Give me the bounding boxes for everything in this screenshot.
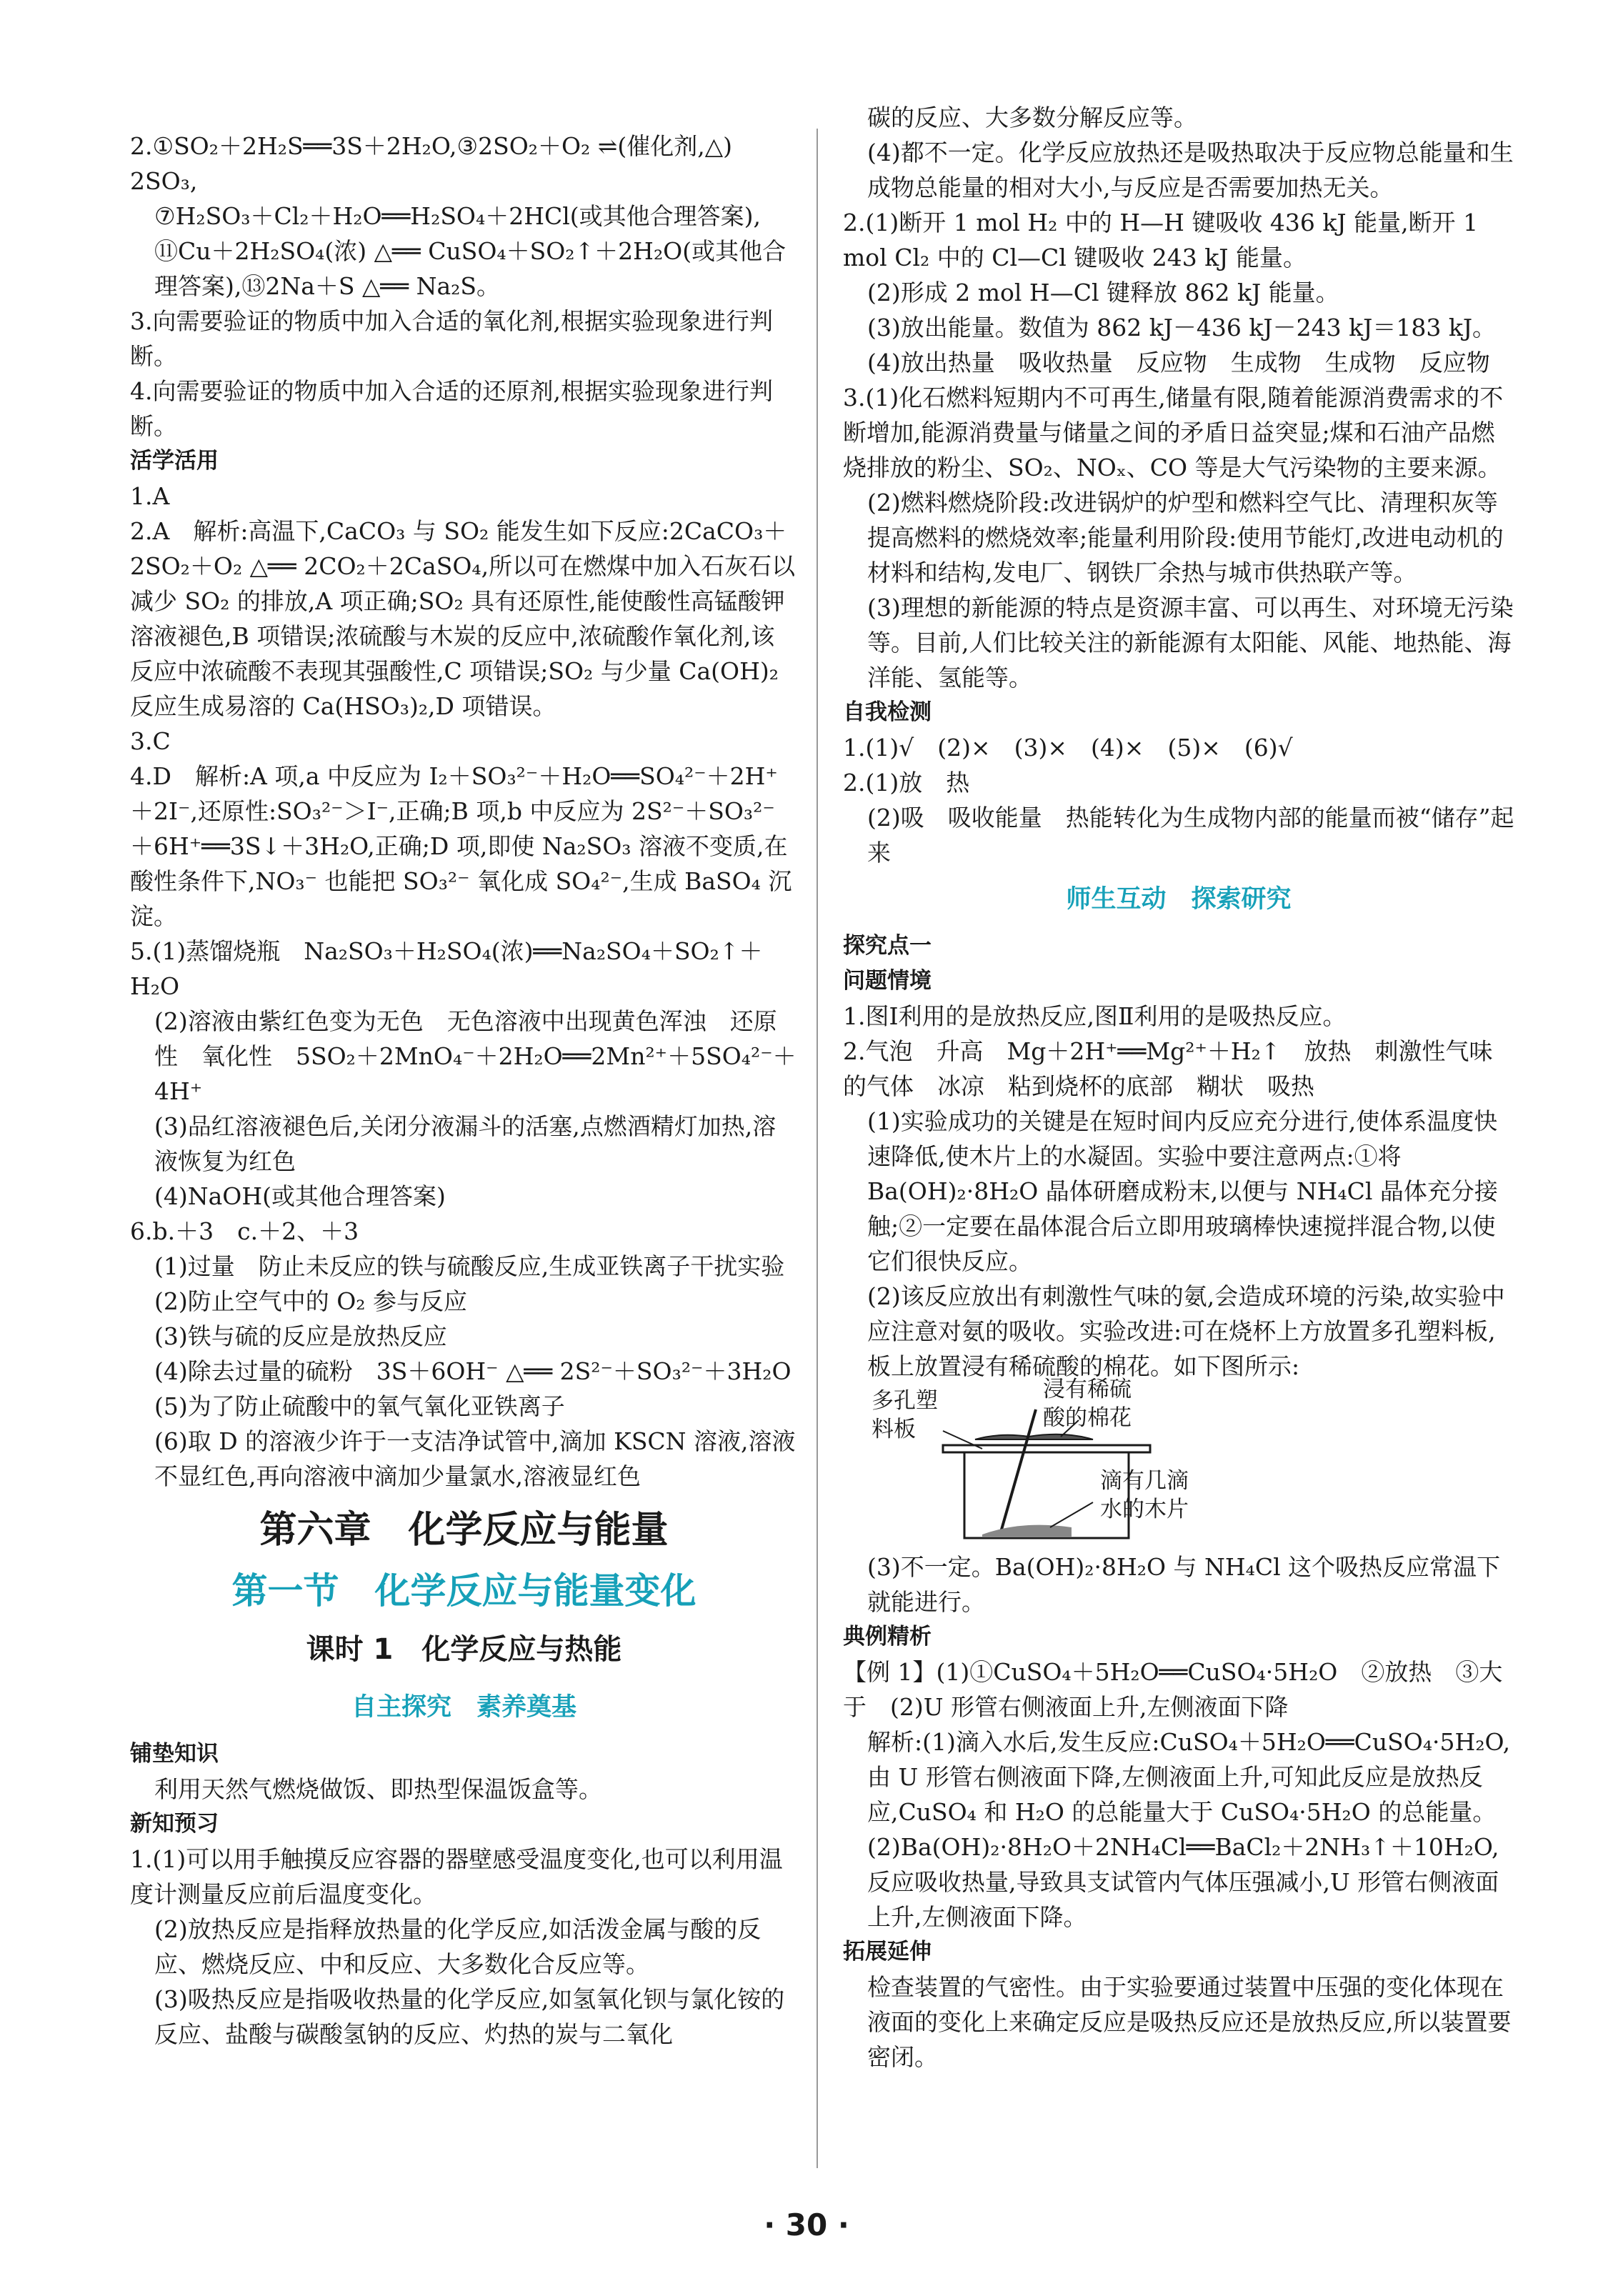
answer-subline: (3)铁与硫的反应是放热反应 — [154, 1322, 447, 1350]
answer-line: 4.D 解析:A 项,a 中反应为 I₂＋SO₃²⁻＋H₂O══SO₄²⁻＋2H⁺＋2I⁻,还原性:SO₃²⁻＞I⁻,正确;B 项,b 中反应为 2S²⁻＋SO₃²⁻＋6H⁺══3S↓＋3H₂O,正确;D 项,即使 Na₂SO₃ 溶液不变质,在酸性条件下,NO₃⁻ 也能把 SO₃²⁻ 氧化成 SO₄²⁻,生成 BaSO₄ 沉淀。 — [130, 762, 792, 930]
chapter-title: 第六章 化学反应与能量 — [259, 1509, 669, 1552]
answer-line: 1.(1)√ (2)× (3)× (4)× (5)× (6)√ — [843, 734, 1293, 762]
answer-line: 1.图Ⅰ利用的是放热反应,图Ⅱ利用的是吸热反应。 — [843, 1002, 1347, 1030]
answer-subline: 解析:(1)滴入水后,发生反应:CuSO₄＋5H₂O══CuSO₄·5H₂O,由 U 形管右侧液面下降,左侧液面上升,可知此反应是放热反应,CuSO₄ 和 H₂O 的总能量大于 CuSO₄·5H₂O 的总能量。 — [867, 1728, 1511, 1826]
section-banner: 师生互动 探索研究 — [1066, 885, 1292, 914]
answer-line: 5.(1)蒸馏烧瓶 Na₂SO₃＋H₂SO₄(浓)══Na₂SO₄＋SO₂↑＋H₂O — [130, 937, 763, 1000]
heading-dianli: 典例精析 — [843, 1624, 932, 1649]
answer-subline: 利用天然气燃烧做饭、即热型保温饭盒等。 — [154, 1775, 602, 1803]
answer-line: 【例 1】(1)①CuSO₄＋5H₂O══CuSO₄·5H₂O ②放热 ③大于 (2)U 形管右侧液面上升,左侧液面下降 — [843, 1658, 1503, 1721]
answer-subline: (3)理想的新能源的特点是资源丰富、可以再生、对环境无污染等。目前,人们比较关注的新能源有太阳能、风能、地热能、海洋能、氢能等。 — [867, 594, 1514, 692]
right-column — [843, 104, 1514, 2075]
lesson-title: 课时 1 化学反应与热能 — [306, 1633, 622, 1666]
heading-tuozhan: 拓展延伸 — [843, 1939, 932, 1965]
answer-subline: (3)吸热反应是指吸收热量的化学反应,如氢氧化钡与氯化铵的反应、盐酸与碳酸氢钠的反应、灼热的炭与二氧化 — [154, 1985, 785, 2048]
answer-subline: (4)放出热量 吸收热量 反应物 生成物 生成物 反应物 — [867, 349, 1490, 376]
answer-line: ⑦H₂SO₃＋Cl₂＋H₂O══H₂SO₄＋2HCl(或其他合理答案), — [154, 202, 761, 230]
answer-subline: (3)品红溶液褪色后,关闭分液漏斗的活塞,点燃酒精灯加热,溶液恢复为红色 — [154, 1112, 776, 1175]
answer-subline: (2)吸 吸收能量 热能转化为生成物内部的能量而被“储存”起来 — [867, 804, 1514, 867]
answer-subline: (2)形成 2 mol H—Cl 键释放 862 kJ 能量。 — [867, 279, 1339, 306]
section-title: 第一节 化学反应与能量变化 — [231, 1570, 696, 1612]
answer-line: 2.(1)断开 1 mol H₂ 中的 H—H 键吸收 436 kJ 能量,断开 1 mol Cl₂ 中的 Cl—Cl 键吸收 243 kJ 能量。 — [843, 209, 1479, 271]
answer-subline: 检查装置的气密性。由于实验要通过装置中压强的变化体现在液面的变化上来确定反应是吸热反应还是放热反应,所以装置要密闭。 — [867, 1973, 1512, 2071]
figure-label: 滴有几滴 — [1100, 1468, 1189, 1494]
answer-subline: (2)溶液由紫红色变为无色 无色溶液中出现黄色浑浊 还原性 氧化性 5SO₂＋2MnO₄⁻＋2H₂O══2Mn²⁺＋5SO₄²⁻＋4H⁺ — [154, 1007, 796, 1105]
left-column — [130, 129, 798, 2052]
figure-label: 多孔塑 — [872, 1388, 938, 1414]
figure-label: 水的木片 — [1100, 1497, 1189, 1522]
answer-subline: (6)取 D 的溶液少许于一支洁净试管中,滴加 KSCN 溶液,溶液不显红色,再向溶液中滴加少量氯水,溶液显红色 — [154, 1427, 796, 1490]
heading-puzhi: 铺垫知识 — [130, 1741, 219, 1767]
answer-subline: (4)除去过量的硫粉 3S＋6OH⁻ △══ 2S²⁻＋SO₃²⁻＋3H₂O — [154, 1357, 791, 1385]
answer-line: 2.气泡 升高 Mg＋2H⁺══Mg²⁺＋H₂↑ 放热 刺激性气味的气体 冰凉 粘到烧杯的底部 糊状 吸热 — [843, 1037, 1493, 1100]
answer-line: 3.向需要验证的物质中加入合适的氧化剂,根据实验现象进行判断。 — [130, 307, 773, 370]
answer-line: 1.(1)可以用手触摸反应容器的器壁感受温度变化,也可以利用温度计测量反应前后温度变化。 — [130, 1845, 783, 1908]
heading-ziwo: 自我检测 — [843, 699, 932, 725]
section-banner: 自主探究 素养奠基 — [351, 1693, 576, 1722]
answer-subline: (1)实验成功的关键是在短时间内反应充分进行,使体系温度快速降低,使木片上的水凝固。实验中要注意两点:①将 Ba(OH)₂·8H₂O 晶体研磨成粉末,以便与 NH₄Cl 晶体充分接触;②一定要在晶体混合后立即用玻璃棒快速搅拌混合物,以使它们很快反应。 — [867, 1107, 1498, 1275]
answer-line: 3.C — [130, 727, 171, 755]
answer-subline: 碳的反应、大多数分解反应等。 — [867, 104, 1197, 131]
heading-xinzhi: 新知预习 — [130, 1811, 219, 1837]
answer-subline: (4)NaOH(或其他合理答案) — [154, 1182, 446, 1210]
answer-subline: (2)该反应放出有刺激性气味的氨,会造成环境的污染,故实验中应注意对氨的吸收。实验改进:可在烧杯上方放置多孔塑料板,板上放置浸有稀硫酸的棉花。如下图所示: — [867, 1282, 1505, 1380]
answer-line: 6.b.＋3 c.＋2、＋3 — [130, 1217, 359, 1245]
heading-tanjiu: 探究点一 — [843, 933, 932, 959]
answer-subline: (2)Ba(OH)₂·8H₂O＋2NH₄Cl══BaCl₂＋2NH₃↑＋10H₂O,反应吸收热量,导致具支试管内气体压强减小,U 形管右侧液面上升,左侧液面下降。 — [867, 1833, 1499, 1931]
answer-subline: (3)不一定。Ba(OH)₂·8H₂O 与 NH₄Cl 这个吸热反应常温下就能进行。 — [867, 1553, 1501, 1616]
figure-label: 浸有稀硫 — [1043, 1377, 1132, 1402]
answer-line: 3.(1)化石燃料短期内不可再生,储量有限,随着能源消费需求的不断增加,能源消费量与储量之间的矛盾日益突显;煤和石油产品燃烧排放的粉尘、SO₂、NOₓ、CO 等是大气污染物的主要来源。 — [843, 384, 1504, 481]
answer-line: 2.(1)放 热 — [843, 769, 970, 797]
answer-subline: (2)防止空气中的 O₂ 参与反应 — [154, 1287, 468, 1315]
answer-line: 2.①SO₂＋2H₂S══3S＋2H₂O,③2SO₂＋O₂ ⇌(催化剂,△) 2SO₃, — [130, 132, 733, 195]
answer-line: ⑪Cu＋2H₂SO₄(浓) △══ CuSO₄＋SO₂↑＋2H₂O(或其他合理答案),⑬2Na＋S △══ Na₂S。 — [154, 237, 786, 300]
apparatus-figure — [857, 1377, 1257, 1545]
answer-subline: (5)为了防止硫酸中的氧气氧化亚铁离子 — [154, 1392, 565, 1420]
answer-line: 1.A — [130, 482, 170, 510]
heading-huoxue: 活学活用 — [130, 448, 219, 474]
answer-line: 2.A 解析:高温下,CaCO₃ 与 SO₂ 能发生如下反应:2CaCO₃＋2SO₂＋O₂ △══ 2CO₂＋2CaSO₄,所以可在燃煤中加入石灰石以减少 SO₂ 的排放,A 项正确;SO₂ 具有还原性,能使酸性高锰酸钾溶液褪色,B 项错误;浓硫酸与木炭的反应中,浓硫酸作氧化剂,该反应中浓硫酸不表现其强酸性,C 项错误;SO₂ 与少量 Ca(OH)₂ 反应生成易溶的 Ca(HSO₃)₂,D 项错误。 — [130, 517, 796, 720]
answer-subline: (2)放热反应是指释放热量的化学反应,如活泼金属与酸的反应、燃烧反应、中和反应、大多数化合反应等。 — [154, 1915, 761, 1978]
answer-subline: (4)都不一定。化学反应放热还是吸热取决于反应物总能量和生成物总能量的相对大小,与反应是否需要加热无关。 — [867, 139, 1514, 201]
answer-line: 4.向需要验证的物质中加入合适的还原剂,根据实验现象进行判断。 — [130, 377, 773, 440]
answer-subline: (2)燃料燃烧阶段:改进锅炉的炉型和燃料空气比、清理积灰等提高燃料的燃烧效率;能量利用阶段:使用节能灯,改进电动机的材料和结构,发电厂、钢铁厂余热与城市供热联产等。 — [867, 489, 1504, 587]
answer-subline: (3)放出能量。数值为 862 kJ－436 kJ－243 kJ＝183 kJ。 — [867, 314, 1497, 341]
figure-label: 料板 — [872, 1417, 916, 1442]
figure-label: 酸的棉花 — [1043, 1405, 1132, 1431]
page-number: · 30 · — [764, 2207, 849, 2242]
answer-subline: (1)过量 防止未反应的铁与硫酸反应,生成亚铁离子干扰实验 — [154, 1252, 785, 1280]
heading-wenti: 问题情境 — [843, 968, 932, 994]
column-divider — [817, 129, 818, 2168]
